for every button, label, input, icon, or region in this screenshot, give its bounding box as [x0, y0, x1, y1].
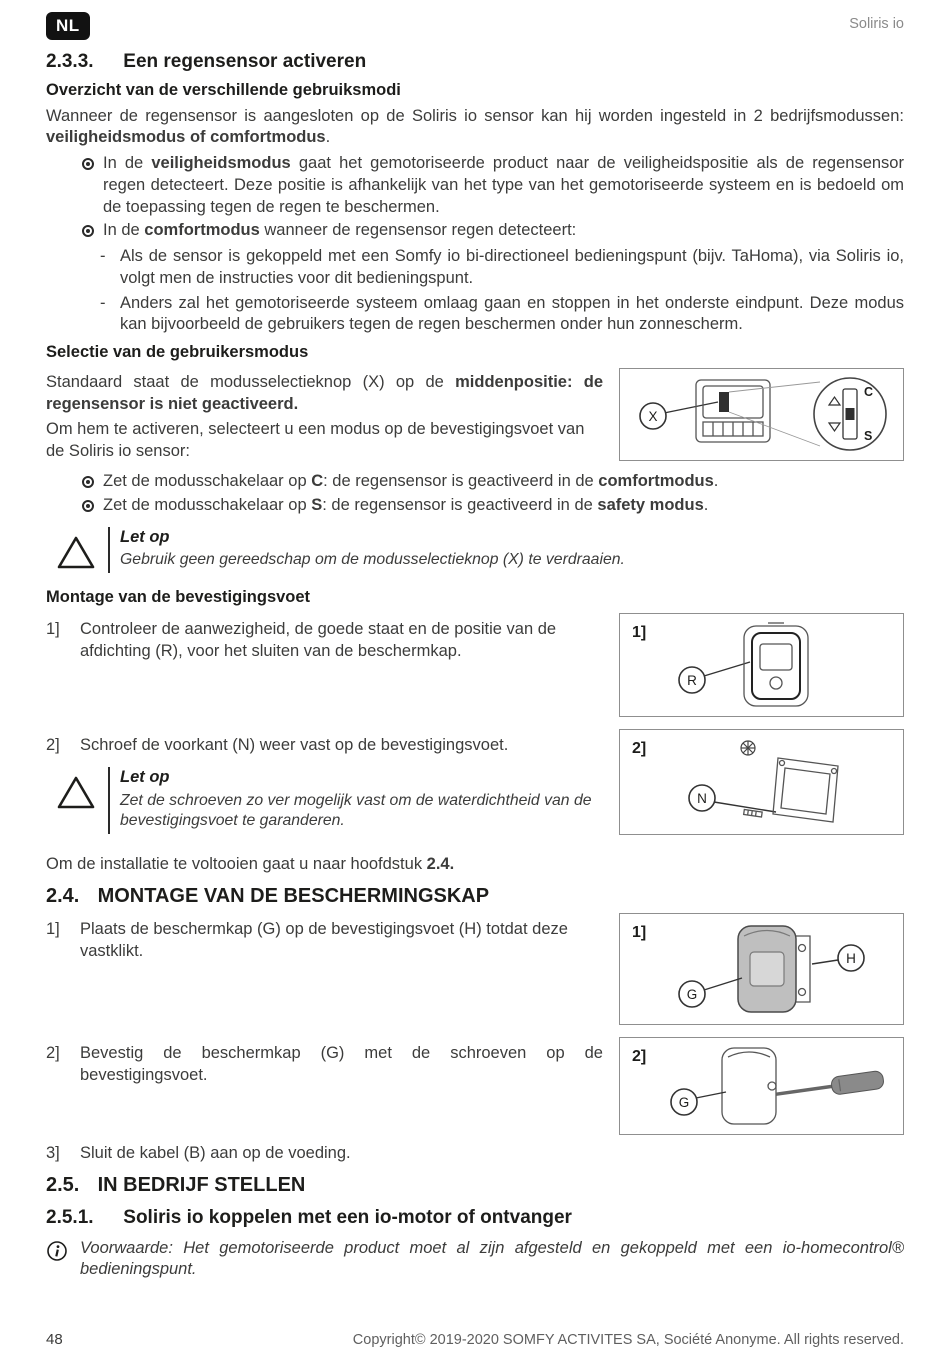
warning-title: Let op — [120, 527, 170, 546]
dash-item-text: Als de sensor is gekoppeld met een Somfy io bi-directioneel bedieningspunt (bijv. TaHoma), via Soliris io, volgt men de instructies voor dit bedieningspunt. — [120, 247, 904, 287]
header-product-name: Soliris io — [849, 16, 904, 32]
page-number: 48 — [46, 1330, 63, 1348]
warning-text: Zet de schroeven zo ver mogelijk vast om de waterdichtheid van de bevestigingsvoet te garanderen. — [120, 791, 592, 830]
figure-mode-selection — [619, 368, 904, 461]
intro-paragraph: Wanneer de regensensor is aangesloten op de Soliris io sensor kan hij worden ingesteld in 2 bedrijfsmodussen: veiligheidsmodus of comfortmodus. — [46, 106, 904, 147]
step-text: Bevestig de beschermkap (G) met de schroeven op de bevestigingsvoet. — [80, 1044, 603, 1084]
section-24-heading — [46, 884, 904, 909]
figure-front-screw — [619, 729, 904, 835]
step-number: 2] — [46, 736, 60, 755]
switch-s-label: S — [864, 428, 873, 443]
mode-bullet-list — [82, 153, 904, 242]
dash-mark: - — [100, 247, 106, 266]
section-233-number: 2.3.3. — [46, 51, 94, 72]
step-item — [46, 919, 603, 963]
warning-block-2 — [56, 767, 603, 834]
figure-cap-on-base — [619, 913, 904, 1025]
section-25-title: IN BEDRIJF STELLEN — [97, 1173, 306, 1196]
figure-label: 1] — [632, 924, 647, 942]
bullet-comfort-mode-text: In de comfortmodus wanneer de regensensor regen detecteert: — [103, 221, 577, 240]
step-text: Plaats de beschermkap (G) op de bevestigingsvoet (H) totdat deze vastklikt. — [80, 920, 568, 960]
dash-mark: - — [100, 293, 106, 312]
screwdriver-drawing — [775, 1070, 884, 1103]
cap-step2-text-column — [46, 1037, 619, 1093]
page-header — [46, 12, 904, 40]
switch-bullet-list — [82, 471, 904, 517]
step-text: Sluit de kabel (B) aan op de voeding. — [80, 1144, 351, 1163]
comfort-sub-list — [100, 246, 904, 336]
callout-r-label: R — [687, 673, 697, 689]
section-233-title: Een regensensor activeren — [123, 51, 367, 72]
overview-subheading: Overzicht van de verschillende gebruiksmodi — [46, 80, 401, 99]
bullet-icon — [82, 158, 94, 170]
selection-paragraph-2: Om hem te activeren, selecteert u een modus op de bevestigingsvoet van de Soliris io sensor: — [46, 420, 585, 461]
montage-step2-row — [46, 729, 904, 844]
closing-paragraph: Om de installatie te voltooien gaat u naar hoofdstuk 2.4. — [46, 855, 455, 874]
section-251-title: Soliris io koppelen met een io-motor of ontvanger — [123, 1206, 572, 1228]
step-number: 3] — [46, 1144, 60, 1163]
section-251-number: 2.5.1. — [46, 1206, 94, 1228]
list-item — [82, 153, 904, 218]
language-badge: NL — [46, 12, 90, 40]
front-screw-drawing — [626, 736, 897, 828]
step-number: 1] — [46, 920, 60, 939]
step-number: 2] — [46, 1044, 60, 1063]
page-footer — [46, 1330, 904, 1350]
callout-g-label: G — [686, 987, 698, 1003]
figure-label: 1] — [632, 624, 647, 642]
selection-text-column — [46, 368, 619, 467]
section-24-number: 2.4. — [46, 885, 80, 908]
section-233-heading — [46, 50, 904, 74]
bullet-switch-s-text: Zet de modusschakelaar op S: de regensensor is geactiveerd in de safety modus. — [103, 495, 709, 514]
warning-triangle-icon — [56, 775, 96, 818]
section-25-heading — [46, 1173, 904, 1198]
warning-triangle-icon — [56, 535, 96, 578]
mode-selection-drawing — [626, 375, 897, 453]
precondition-text: Voorwaarde: Het gemotoriseerde product moet al zijn afgesteld en gekoppeld met een io-homecontrol® bedieningspunt. — [80, 1238, 904, 1279]
switch-c-label: C — [864, 384, 874, 399]
bullet-safety-mode-text: In de veiligheidsmodus gaat het gemotoriseerde product naar de veiligheidspositie als de regensensor regen detecteert. Deze positie is afhankelijk van het type van het gemotoriseerde systeem en is bedoeld om de toepassing tegen de regen te beschermen. — [103, 154, 904, 216]
callout-x-label: X — [648, 408, 658, 424]
step-item — [46, 735, 603, 757]
bullet-switch-c-text: Zet de modusschakelaar op C: de regensensor is geactiveerd in de comfortmodus. — [103, 472, 719, 490]
bullet-icon — [82, 476, 94, 488]
warning-body — [108, 767, 603, 834]
bullet-icon — [82, 225, 94, 237]
montage-step1-text-column — [46, 613, 619, 669]
list-item — [100, 293, 904, 337]
cap-step1-text-column — [46, 913, 619, 969]
step-number: 1] — [46, 620, 60, 639]
bullet-icon — [82, 500, 94, 512]
list-item — [82, 471, 904, 493]
warning-text: Gebruik geen gereedschap om de modusselectieknop (X) te verdraaien. — [120, 551, 625, 569]
section-251-heading — [46, 1206, 904, 1230]
info-icon — [46, 1240, 68, 1282]
step-item — [46, 619, 603, 663]
step-item — [46, 1043, 603, 1087]
callout-h-label: H — [846, 951, 856, 967]
figure-label: 2] — [632, 740, 647, 758]
cap-step3 — [46, 1143, 904, 1165]
figure-seal-check — [619, 613, 904, 717]
warning-block-1 — [56, 527, 904, 578]
selection-row — [46, 368, 904, 467]
callout-n-label: N — [697, 791, 707, 807]
list-item — [82, 220, 904, 242]
copyright-text: Copyright© 2019-2020 SOMFY ACTIVITES SA, Société Anonyme. All rights reserved. — [352, 1331, 904, 1348]
cap-on-base-drawing — [626, 920, 897, 1018]
figure-label: 2] — [632, 1048, 647, 1066]
montage-step2-text-column — [46, 729, 619, 844]
section-25-number: 2.5. — [46, 1173, 80, 1196]
step-text: Controleer de aanwezigheid, de goede staat en de positie van de afdichting (R), voor het sluiten van de beschermkap. — [80, 620, 557, 660]
montage-step1-row — [46, 613, 904, 717]
step-text: Schroef de voorkant (N) weer vast op de bevestigingsvoet. — [80, 736, 509, 755]
cap-step2-row — [46, 1037, 904, 1135]
warning-body — [108, 527, 625, 574]
selection-subheading: Selectie van de gebruikersmodus — [46, 343, 309, 362]
cap-screwdriver-drawing — [626, 1044, 897, 1128]
seal-check-drawing — [626, 620, 897, 710]
list-item — [100, 246, 904, 290]
list-item — [82, 495, 904, 517]
cap-step1-row — [46, 913, 904, 1025]
dash-item-text: Anders zal het gemotoriseerde systeem omlaag gaan en stoppen in het onderste eindpunt. Deze modus kan bijvoorbeeld de gebruikers tegen de regen beschermen onder hun zonnescherm. — [120, 293, 904, 334]
precondition-block — [46, 1238, 904, 1282]
selection-paragraph-1: Standaard staat de modusselectieknop (X) op de middenpositie: de regensensor is niet geactiveerd. — [46, 372, 603, 413]
section-24-title: MONTAGE VAN DE BESCHERMINGSKAP — [97, 885, 490, 908]
figure-cap-screwdriver — [619, 1037, 904, 1135]
montage-subheading: Montage van de bevestigingsvoet — [46, 588, 311, 607]
callout-g-label: G — [678, 1095, 690, 1111]
warning-title: Let op — [120, 767, 170, 786]
